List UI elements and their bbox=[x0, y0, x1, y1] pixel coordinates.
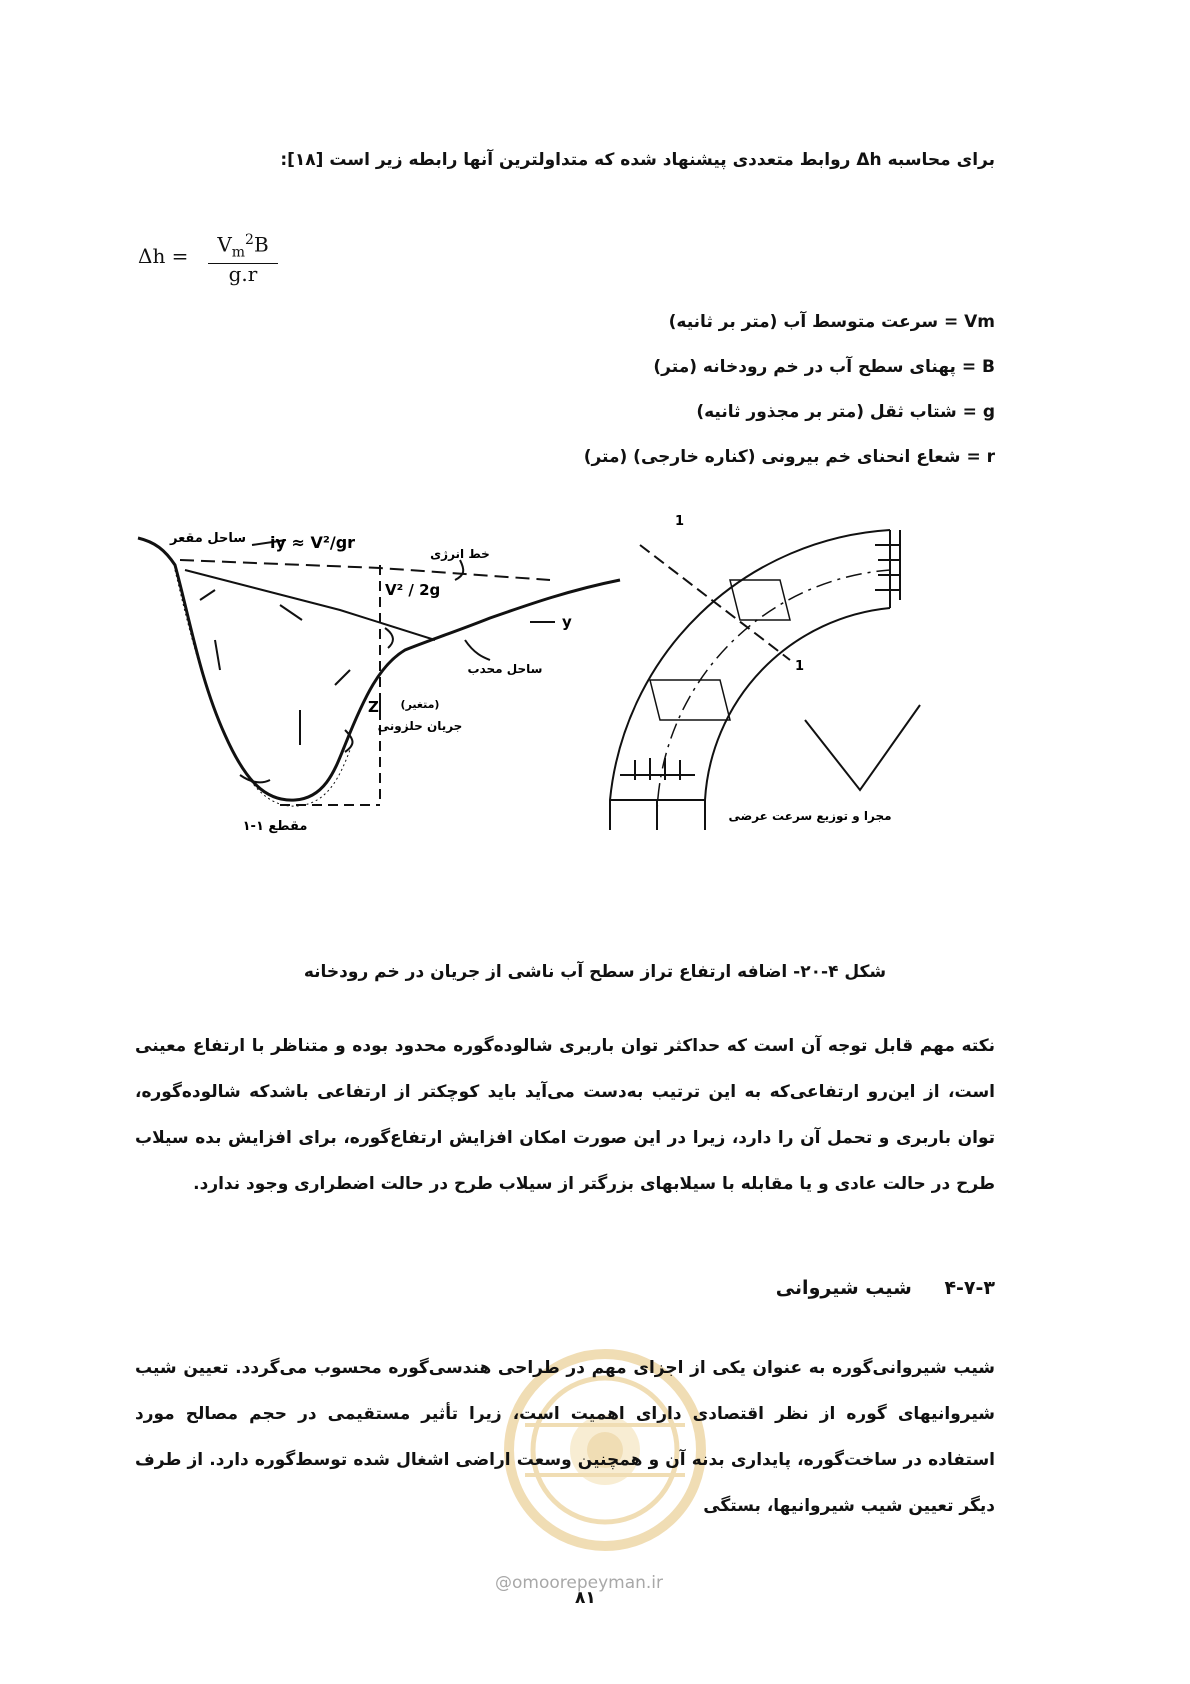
label-channel-distribution: مجرا و توزیع سرعت عرضی bbox=[728, 809, 892, 823]
label-section-top: 1 bbox=[675, 514, 685, 529]
formula-numerator bbox=[208, 232, 278, 264]
variable-b: B = پهنای سطح آب در خم رودخانه (متر) bbox=[653, 357, 995, 377]
label-z: Z bbox=[368, 698, 379, 716]
river-bend-figure bbox=[130, 514, 1010, 920]
page-number: ۸۱ bbox=[575, 1588, 596, 1608]
paragraph-slope: شیب شیروانی‌گوره به عنوان یکی از اجزای مهم در طراحی هندسی‌گوره محسوب می‌گردد. تعیین شیب شیروانیهای گوره از نظر اقتصادی دارای اهمیت است، زیرا تأثیر مستقیمی در حجم مصالح مورد استفاده در ساخت‌گوره، پایداری بدنه آن و همچنین وسعت اراضی اشغال شده توسط‌گوره دارد. از طرف دیگر تعیین شیب شیروانیها، بستگی bbox=[135, 1358, 995, 1516]
formula-denominator: g.r bbox=[228, 262, 258, 286]
delta-h-formula bbox=[138, 222, 298, 292]
label-slope: iy ≈ V²/gr bbox=[270, 533, 356, 552]
numerator-sup: 2 bbox=[245, 232, 254, 248]
label-concave-bank: ساحل مقعر bbox=[170, 531, 246, 546]
numerator-sub: m bbox=[231, 244, 246, 261]
paragraph-bearing-capacity: نکته مهم قابل توجه آن است که حداکثر توان باربری شالوده‌گوره محدود بوده و متناظر با ارتفاع معینی است، از این‌رو ارتفاعی‌که به این ترتیب به‌دست می‌آید باید کوچکتر از ارتفاعی باشدکه شالوده‌گوره، توان باربری و تحمل آن را دارد، زیرا در این صورت امکان افزایش ارتفاع‌گوره، برای افزایش بده سیلاب طرح در حالت عادی و یا مقابله با سیلابهای بزرگتر از سیلاب طرح در حالت اضطراری وجود ندارد. bbox=[135, 1036, 995, 1194]
label-section: مقطع ۱-۱ bbox=[242, 819, 308, 834]
label-section-side: 1 bbox=[795, 659, 805, 674]
variable-g: g = شتاب ثقل (متر بر مجذور ثانیه) bbox=[696, 402, 995, 422]
label-spiral-flow: جریان حلزونی bbox=[377, 719, 463, 733]
label-variable: (متغیر) bbox=[400, 698, 440, 711]
watermark-text: @omoorepeyman.ir bbox=[495, 1573, 664, 1593]
label-velocity-head: V² / 2g bbox=[385, 581, 441, 599]
centerline bbox=[657, 570, 890, 830]
figure-caption: شکل ۴-۲۰- اضافه ارتفاع تراز سطح آب ناشی از جریان در خم رودخانه bbox=[303, 962, 887, 982]
label-y: y bbox=[562, 613, 572, 631]
numerator-base: V bbox=[217, 232, 232, 257]
section-number: ۴-۷-۳ bbox=[944, 1277, 995, 1299]
label-energy-line: خط انرژی bbox=[430, 547, 490, 561]
section-heading bbox=[776, 1277, 995, 1299]
energy-line bbox=[180, 560, 550, 580]
intro-text: برای محاسبه Δh روابط متعددی پیشنهاد شده که متداولترین آنها رابطه زیر است [۱۸]: bbox=[280, 150, 995, 170]
label-convex-bank: ساحل محدب bbox=[467, 662, 543, 676]
formula-lhs: Δh = bbox=[138, 244, 189, 268]
variable-r: r = شعاع انحنای خم بیرونی (کناره خارجی) (متر) bbox=[583, 447, 995, 467]
section-title: شیب شیروانی bbox=[775, 1277, 912, 1299]
variable-vm: Vm = سرعت متوسط آب (متر بر ثانیه) bbox=[668, 312, 995, 332]
numerator-tail: B bbox=[253, 232, 269, 257]
